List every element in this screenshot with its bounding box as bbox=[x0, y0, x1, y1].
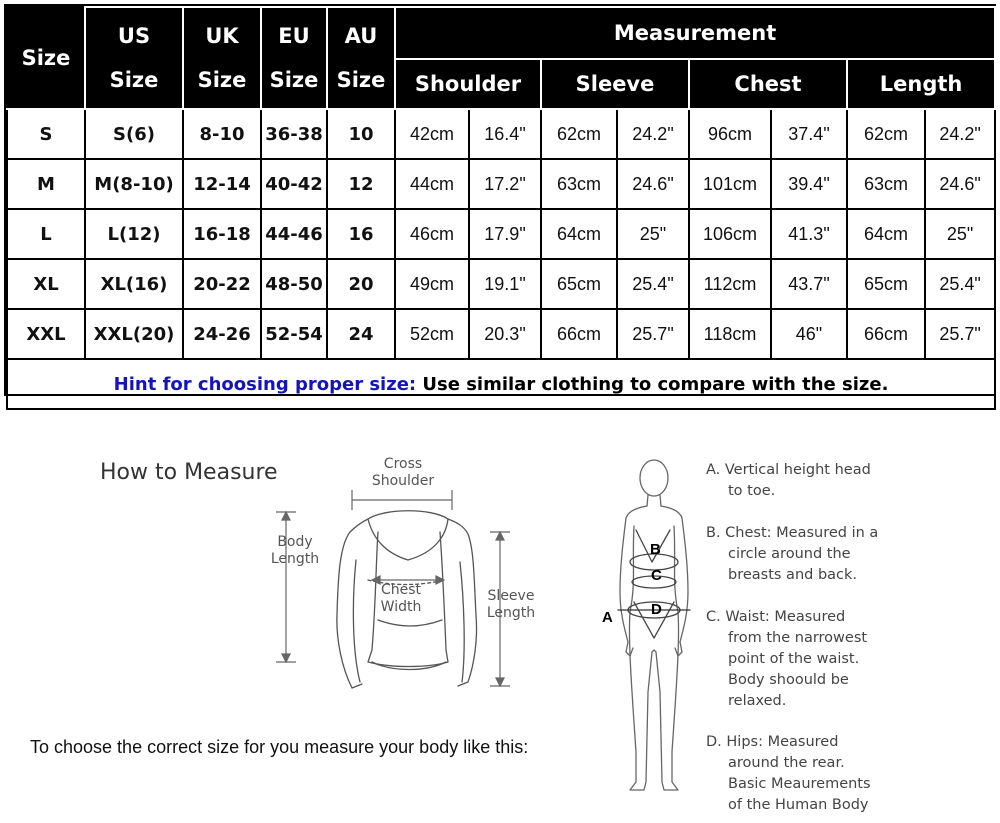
measurement-cell: 20.3" bbox=[469, 309, 541, 359]
measurement-cell: 64cm bbox=[847, 209, 925, 259]
cross-shoulder-label: Cross Shoulder bbox=[371, 456, 435, 489]
uk-size-cell: 20-22 bbox=[183, 259, 261, 309]
size-cell: XXL bbox=[7, 309, 85, 359]
uk-size-cell: 8-10 bbox=[183, 109, 261, 159]
measurement-cell: 66cm bbox=[847, 309, 925, 359]
length-header: Length bbox=[847, 59, 995, 109]
measurement-cell: 63cm bbox=[847, 159, 925, 209]
measurement-cell: 41.3" bbox=[771, 209, 847, 259]
table-row bbox=[7, 159, 995, 209]
eu-size-cell: 44-46 bbox=[261, 209, 327, 259]
measurement-cell: 96cm bbox=[689, 109, 771, 159]
shoulder-header: Shoulder bbox=[395, 59, 541, 109]
measurement-cell: 25.7" bbox=[925, 309, 995, 359]
chest-header: Chest bbox=[689, 59, 847, 109]
measurement-cell: 46cm bbox=[395, 209, 469, 259]
body-letter-d: D bbox=[651, 601, 662, 618]
measurement-cell: 64cm bbox=[541, 209, 617, 259]
chest-width-label: Chest Width bbox=[380, 582, 422, 615]
au-size-header: AU Size bbox=[327, 7, 395, 109]
measurement-cell: 24.6" bbox=[925, 159, 995, 209]
size-cell: XL bbox=[7, 259, 85, 309]
instruction-text: To choose the correct size for you measure your body like this: bbox=[30, 737, 529, 757]
eu-size-cell: 48-50 bbox=[261, 259, 327, 309]
measurement-cell: 106cm bbox=[689, 209, 771, 259]
measurement-cell: 118cm bbox=[689, 309, 771, 359]
us-size-cell: XXL(20) bbox=[85, 309, 183, 359]
eu-size-cell: 36-38 bbox=[261, 109, 327, 159]
measurement-cell: 66cm bbox=[541, 309, 617, 359]
sleeve-length-label: Sleeve Length bbox=[486, 588, 536, 621]
note-b: B. Chest: Measured in a circle around the breasts and back. bbox=[706, 525, 879, 583]
measurement-cell: 65cm bbox=[847, 259, 925, 309]
au-size-cell: 20 bbox=[327, 259, 395, 309]
measurement-cell: 63cm bbox=[541, 159, 617, 209]
measurement-cell: 37.4" bbox=[771, 109, 847, 159]
table-row bbox=[7, 209, 995, 259]
table-row bbox=[7, 109, 995, 159]
measurement-cell: 52cm bbox=[395, 309, 469, 359]
size-chart bbox=[4, 4, 996, 396]
us-size-cell: M(8-10) bbox=[85, 159, 183, 209]
size-cell: L bbox=[7, 209, 85, 259]
size-header: Size bbox=[7, 7, 85, 109]
measurement-cell: 112cm bbox=[689, 259, 771, 309]
body-letter-c: C bbox=[651, 567, 662, 584]
measurement-cell: 19.1" bbox=[469, 259, 541, 309]
measurement-cell: 62cm bbox=[847, 109, 925, 159]
measurement-cell: 39.4" bbox=[771, 159, 847, 209]
size-cell: M bbox=[7, 159, 85, 209]
measurement-cell: 25.7" bbox=[617, 309, 689, 359]
measure-guide bbox=[0, 400, 1000, 823]
us-size-cell: XL(16) bbox=[85, 259, 183, 309]
au-size-cell: 12 bbox=[327, 159, 395, 209]
note-a: A. Vertical height head to toe. bbox=[706, 462, 871, 499]
measurement-cell: 62cm bbox=[541, 109, 617, 159]
sleeve-header: Sleeve bbox=[541, 59, 689, 109]
uk-size-cell: 12-14 bbox=[183, 159, 261, 209]
table-row bbox=[7, 309, 995, 359]
eu-size-header: EU Size bbox=[261, 7, 327, 109]
measurement-cell: 42cm bbox=[395, 109, 469, 159]
uk-size-header: UK Size bbox=[183, 7, 261, 109]
au-size-cell: 16 bbox=[327, 209, 395, 259]
au-size-cell: 24 bbox=[327, 309, 395, 359]
body-letter-a: A bbox=[602, 609, 613, 626]
measurement-cell: 24.2" bbox=[617, 109, 689, 159]
measurement-cell: 24.2" bbox=[925, 109, 995, 159]
au-size-cell: 10 bbox=[327, 109, 395, 159]
body-figure-illustration bbox=[590, 452, 710, 812]
hint-label: Hint for choosing proper size: bbox=[113, 373, 417, 395]
eu-size-cell: 52-54 bbox=[261, 309, 327, 359]
measurement-cell: 43.7" bbox=[771, 259, 847, 309]
us-size-header: US Size bbox=[85, 7, 183, 109]
table-row bbox=[7, 259, 995, 309]
measurement-cell: 17.2" bbox=[469, 159, 541, 209]
how-to-measure-title: How to Measure bbox=[100, 460, 278, 485]
hint-text: Use similar clothing to compare with the size. bbox=[416, 373, 889, 395]
measurement-cell: 49cm bbox=[395, 259, 469, 309]
uk-size-cell: 24-26 bbox=[183, 309, 261, 359]
measurement-cell: 46" bbox=[771, 309, 847, 359]
note-c: C. Waist: Measured from the narrowest point of the waist. Body shoould be relaxed. bbox=[706, 609, 868, 709]
measurement-header: Measurement bbox=[395, 7, 995, 59]
measurement-cell: 44cm bbox=[395, 159, 469, 209]
size-table bbox=[6, 6, 996, 410]
measurement-cell: 25.4" bbox=[925, 259, 995, 309]
measurement-cell: 25" bbox=[617, 209, 689, 259]
measurement-cell: 16.4" bbox=[469, 109, 541, 159]
uk-size-cell: 16-18 bbox=[183, 209, 261, 259]
body-letter-b: B bbox=[650, 541, 661, 558]
us-size-cell: S(6) bbox=[85, 109, 183, 159]
measurement-cell: 24.6" bbox=[617, 159, 689, 209]
us-size-cell: L(12) bbox=[85, 209, 183, 259]
size-cell: S bbox=[7, 109, 85, 159]
measurement-cell: 25" bbox=[925, 209, 995, 259]
measurement-cell: 101cm bbox=[689, 159, 771, 209]
measurement-cell: 25.4" bbox=[617, 259, 689, 309]
body-length-label: Body Length bbox=[270, 534, 320, 567]
measurement-cell: 17.9" bbox=[469, 209, 541, 259]
eu-size-cell: 40-42 bbox=[261, 159, 327, 209]
note-d: D. Hips: Measured around the rear. Basic Meaurements of the Human Body bbox=[706, 734, 871, 813]
measurement-cell: 65cm bbox=[541, 259, 617, 309]
